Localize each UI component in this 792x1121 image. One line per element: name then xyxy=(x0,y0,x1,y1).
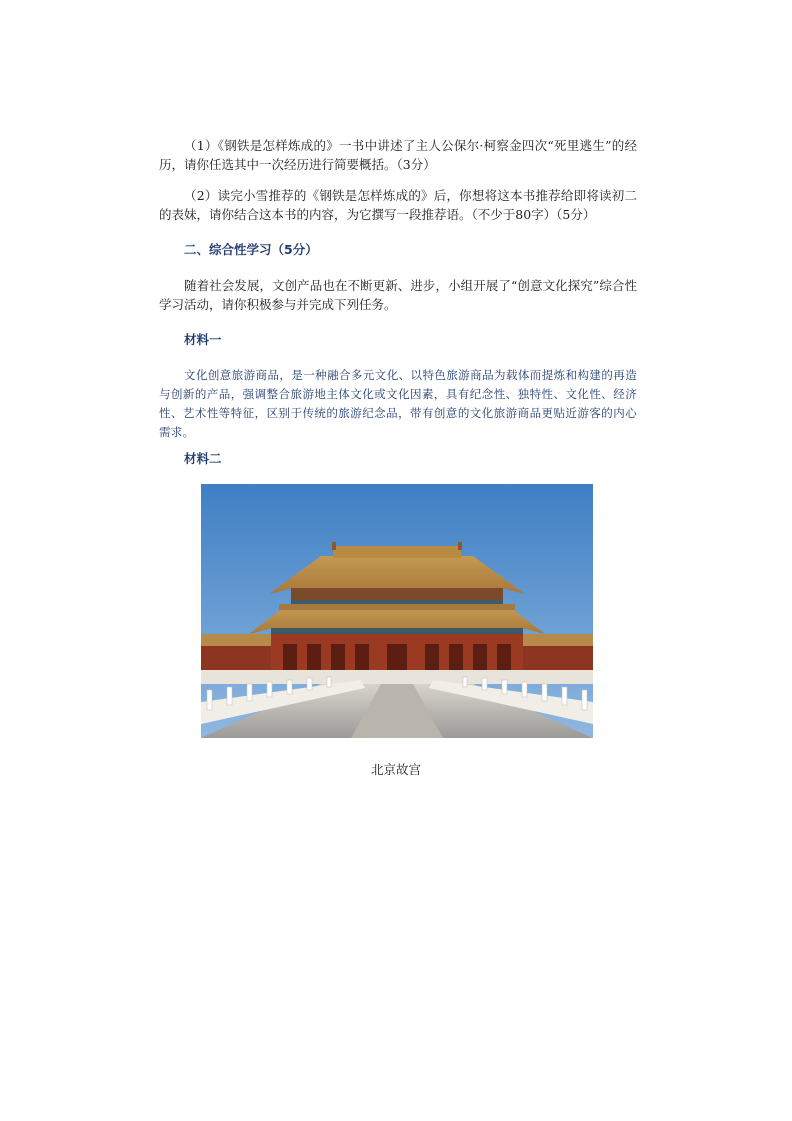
section-2-intro: 随着社会发展，文创产品也在不断更新、进步，小组开展了“创意文化探究”综合性学习活动，请你积极参与并完成下列任务。 xyxy=(159,278,637,312)
material-1-heading: 材料一 xyxy=(184,332,222,347)
question-2: （2）读完小雪推荐的《钢铁是怎样炼成的》后，你想将这本书推荐给即将读初二的表妹，请你结合这本书的内容，为它撰写一段推荐语。（不少于80字）（5分） xyxy=(159,188,637,222)
photo-caption: 北京故宫 xyxy=(370,762,421,777)
question-1: （1）《钢铁是怎样炼成的》一书中讲述了主人公保尔·柯察金四次“死里逃生”的经历，请你任选其中一次经历进行简要概括。（3分） xyxy=(159,138,637,172)
section-2-heading: 二、综合性学习（5分） xyxy=(184,242,318,257)
material-2-heading: 材料二 xyxy=(184,451,222,466)
forbidden-city-photo xyxy=(201,484,593,738)
material-1-text: 文化创意旅游商品，是一种融合多元文化、以特色旅游商品为载体而提炼和构建的再造与创新的产品，强调整合旅游地主体文化或文化因素，具有纪念性、独特性、文化性、经济性、艺术性等特征，区别于传统的旅游纪念品，带有创意的文化旅游商品更贴近游客的内心需求。 xyxy=(159,368,637,439)
